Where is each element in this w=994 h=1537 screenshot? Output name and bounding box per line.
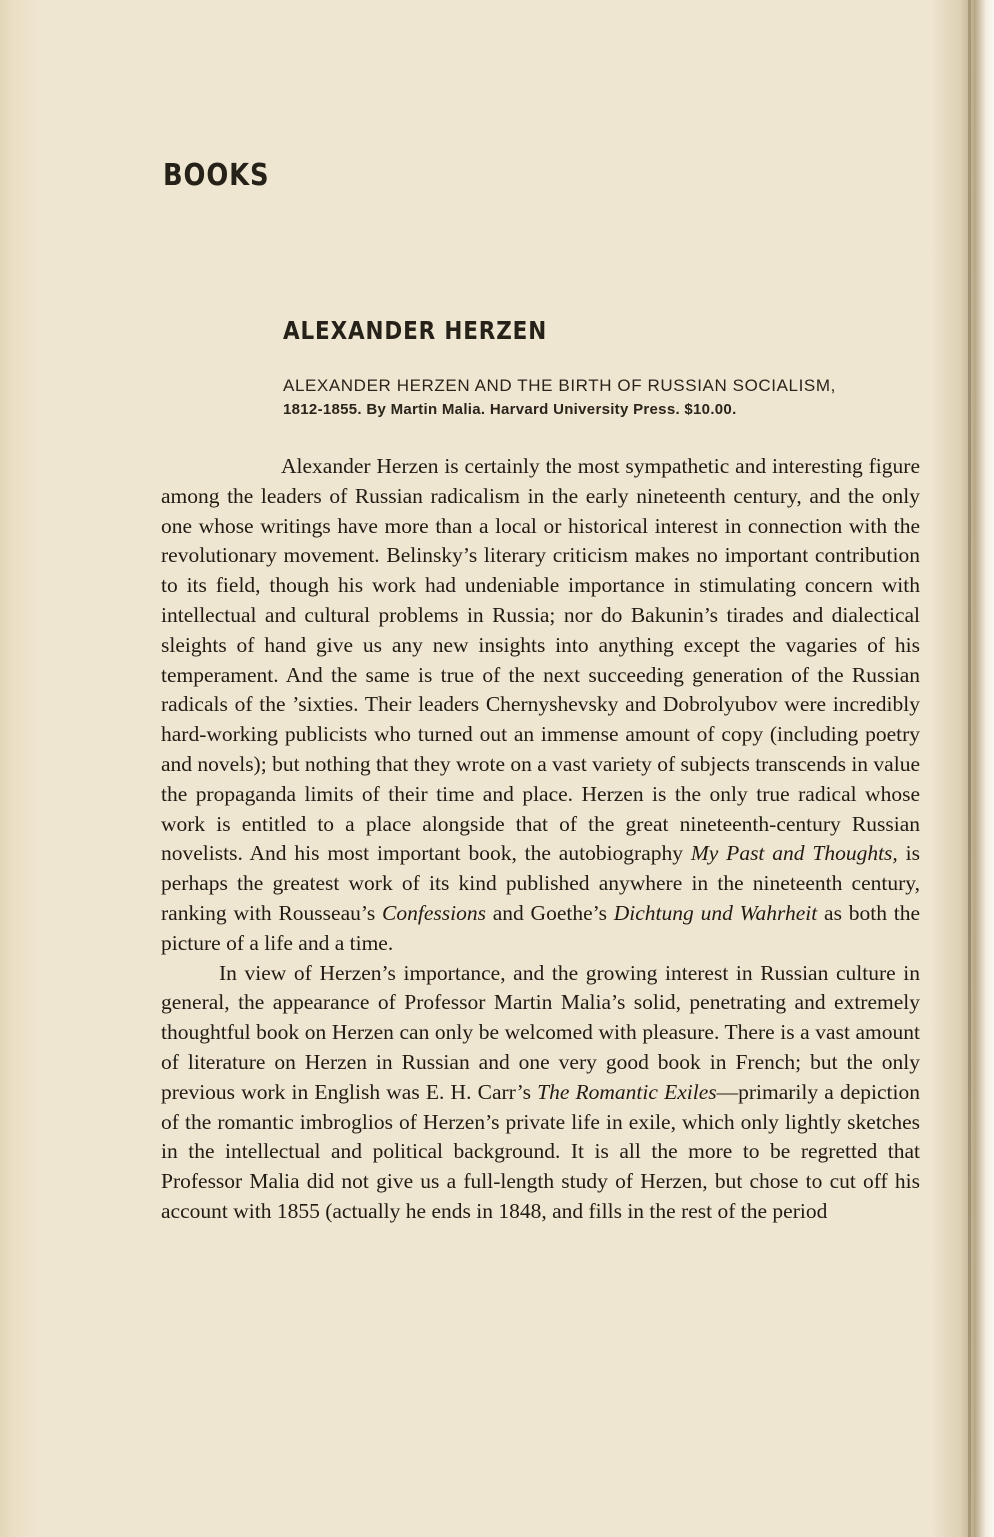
italic-title-romantic-exiles: The Romantic Exiles xyxy=(537,1079,717,1104)
page-gutter-shadow xyxy=(968,0,971,1537)
book-title: ALEXANDER HERZEN AND THE BIRTH OF RUSSIAN SOCIALISM, xyxy=(283,376,836,395)
paragraph-1-text-a: Alexander Herzen is certainly the most sympathetic and interesting figure among the leaders of Russian radicalism in the early nineteenth century, and the only one whose writings have more than a local or historical interest in connection with the revolutionary movement. Belinsky’s literary criticism makes no important contribution to its field, though his work had undeniable importance in stimulating concern with intellectual and cultural problems in Russia; nor do Bakunin’s tirades and dialectical sleights of hand give us any new insights into anything except the vagaries of his temperament. And the same is true of the next succeeding generation of the Russian radicals of the ’sixties. Their leaders Chernyshevsky and Dobrolyubov were incredibly hard-working publicists who turned out an immense amount of copy (including poetry and novels); but nothing that they wrote on a vast variety of subjects transcends in value the propaganda limits of their time and place. Herzen is the only true radical whose work is entitled to a place alongside that of the great nineteenth-century Russian novelists. And his most important book, the autobiography xyxy=(161,454,920,866)
review-body xyxy=(161,452,920,1227)
italic-title-my-past: My Past and Thoughts, xyxy=(690,841,898,866)
section-heading: BOOKS xyxy=(163,158,270,193)
paragraph-1-text-c: and Goethe’s xyxy=(485,900,614,925)
review-header xyxy=(283,374,923,422)
article-title: ALEXANDER HERZEN xyxy=(283,316,548,345)
book-details: 1812-1855. By Martin Malia. Harvard University Press. $10.00. xyxy=(283,401,737,418)
paragraph-2-text-a: In view of Herzen’s importance, and the growing interest in Russian culture in general, the appearance of Professor Martin Malia’s solid, penetrating and extremely thoughtful book on Herzen can only be welcomed with pleasure. There is a vast amount of literature on Herzen in Russian and one very good book in French; but the only previous work in English was E. H. Carr’s xyxy=(161,960,920,1104)
paragraph-1-text-b: is perhaps the greatest work of its kind published anywhere in the nineteenth century, ranking with Rousseau’s xyxy=(161,841,921,925)
paragraph-1-text-d: as both the picture of a life and a time. xyxy=(161,900,921,955)
paragraph-2-text-b: —primarily a depiction of the romantic imbroglios of Herzen’s private life in exile, which only lightly sketches in the intellectual and political background. It is all the more to be regretted that Professor Malia did not give us a full-length study of Herzen, but chose to cut off his account with 1855 (actually he ends in 1848, and fills in the rest of the period xyxy=(161,1079,920,1223)
italic-title-confessions: Confessions xyxy=(382,900,486,925)
paragraph-1 xyxy=(161,452,920,959)
paragraph-2 xyxy=(161,959,920,1227)
italic-title-dichtung: Dichtung und Wahrheit xyxy=(613,900,818,925)
